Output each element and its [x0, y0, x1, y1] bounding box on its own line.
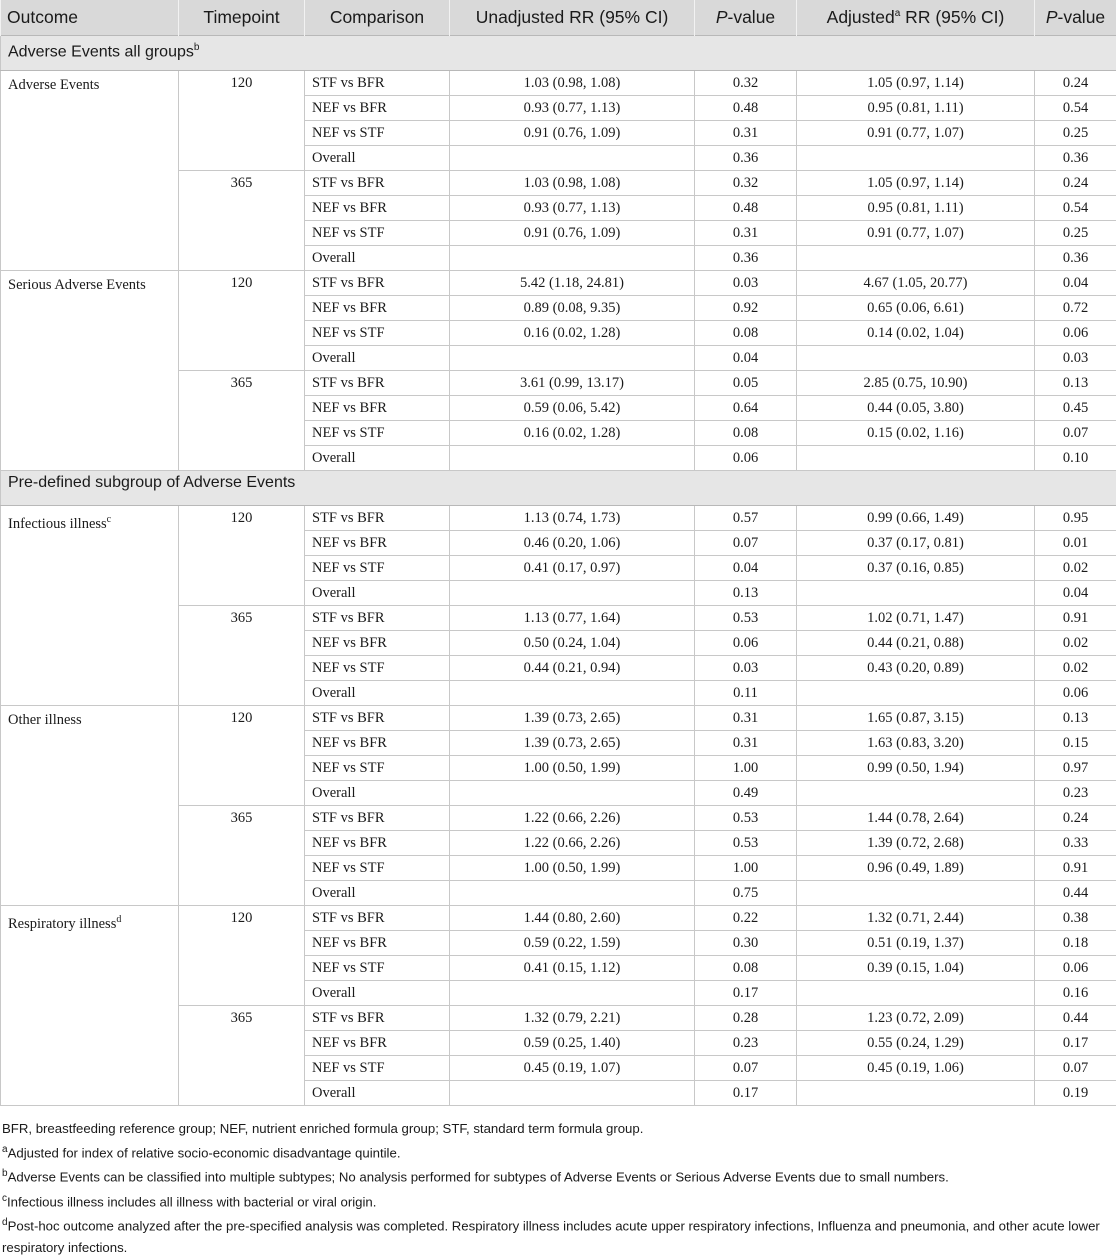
header-unadjusted-rr: Unadjusted RR (95% CI): [450, 0, 695, 36]
header-row: [1, 0, 1116, 36]
unadjusted-rr-cell: 0.41 (0.17, 0.97): [450, 556, 695, 581]
pvalue-cell: 0.57: [695, 506, 797, 531]
adjusted-rr-cell: 0.95 (0.81, 1.11): [797, 96, 1035, 121]
timepoint-cell: 365: [179, 1006, 305, 1106]
comparison-cell: NEF vs STF: [305, 956, 450, 981]
header-adjusted-rr: [797, 0, 1035, 36]
unadjusted-rr-cell: 1.13 (0.74, 1.73): [450, 506, 695, 531]
unadjusted-rr-cell: 1.44 (0.80, 2.60): [450, 906, 695, 931]
adjusted-rr-cell: 0.43 (0.20, 0.89): [797, 656, 1035, 681]
comparison-cell: Overall: [305, 781, 450, 806]
adjusted-pvalue-cell: 0.44: [1035, 881, 1116, 906]
adjusted-pvalue-cell: 0.16: [1035, 981, 1116, 1006]
adjusted-pvalue-cell: 0.95: [1035, 506, 1116, 531]
unadjusted-rr-cell: [450, 581, 695, 606]
unadjusted-rr-cell: [450, 246, 695, 271]
pvalue-cell: 0.53: [695, 606, 797, 631]
unadjusted-rr-cell: 0.89 (0.08, 9.35): [450, 296, 695, 321]
footnote-marker: d: [2, 1217, 8, 1228]
adjusted-pvalue-cell: 0.07: [1035, 421, 1116, 446]
adjusted-rr-cell: [797, 246, 1035, 271]
adjusted-rr-cell: 0.45 (0.19, 1.06): [797, 1056, 1035, 1081]
header-pvalue-italic: P: [716, 7, 728, 27]
section-row: [1, 471, 1116, 506]
comparison-cell: Overall: [305, 681, 450, 706]
pvalue-cell: 0.03: [695, 271, 797, 296]
timepoint-cell: 120: [179, 506, 305, 606]
pvalue-cell: 0.32: [695, 171, 797, 196]
pvalue-cell: 0.11: [695, 681, 797, 706]
comparison-cell: NEF vs STF: [305, 121, 450, 146]
comparison-cell: STF vs BFR: [305, 806, 450, 831]
pvalue-cell: 0.31: [695, 731, 797, 756]
unadjusted-rr-cell: [450, 681, 695, 706]
footnote-text: Post-hoc outcome analyzed after the pre-specified analysis was completed. Respiratory illness includes acute upper respiratory infections, Influenza and pneumonia, and other acute lower respiratory infections.: [2, 1219, 1100, 1255]
comparison-cell: STF vs BFR: [305, 606, 450, 631]
timepoint-cell: 365: [179, 806, 305, 906]
unadjusted-rr-cell: [450, 446, 695, 471]
adjusted-rr-cell: 1.23 (0.72, 2.09): [797, 1006, 1035, 1031]
adjusted-pvalue-cell: 0.24: [1035, 806, 1116, 831]
adjusted-pvalue-cell: 0.10: [1035, 446, 1116, 471]
pvalue-cell: 0.17: [695, 1081, 797, 1106]
adjusted-rr-cell: 1.05 (0.97, 1.14): [797, 171, 1035, 196]
comparison-cell: NEF vs STF: [305, 756, 450, 781]
comparison-cell: STF vs BFR: [305, 506, 450, 531]
adjusted-pvalue-cell: 0.72: [1035, 296, 1116, 321]
pvalue-cell: 0.04: [695, 556, 797, 581]
header-adjusted-sup: a: [895, 8, 901, 19]
unadjusted-rr-cell: 0.93 (0.77, 1.13): [450, 96, 695, 121]
table-row: [1, 271, 1116, 296]
header-comparison: Comparison: [305, 0, 450, 36]
outcome-name: Serious Adverse Events: [8, 277, 146, 293]
adjusted-pvalue-cell: 0.17: [1035, 1031, 1116, 1056]
outcome-name: Other illness: [8, 712, 82, 728]
timepoint-cell: 120: [179, 71, 305, 171]
footnote-marker: a: [2, 1144, 8, 1155]
adjusted-pvalue-cell: 0.91: [1035, 856, 1116, 881]
adjusted-rr-cell: 0.99 (0.50, 1.94): [797, 756, 1035, 781]
section-title-text: Pre-defined subgroup of Adverse Events: [8, 474, 295, 491]
table-row: [1, 706, 1116, 731]
adjusted-pvalue-cell: 0.01: [1035, 531, 1116, 556]
adjusted-pvalue-cell: 0.25: [1035, 221, 1116, 246]
table-row: [1, 906, 1116, 931]
pvalue-cell: 0.07: [695, 531, 797, 556]
adjusted-pvalue-cell: 0.07: [1035, 1056, 1116, 1081]
comparison-cell: STF vs BFR: [305, 371, 450, 396]
pvalue-cell: 0.08: [695, 956, 797, 981]
footnote-marker: b: [2, 1168, 8, 1179]
adjusted-rr-cell: 0.95 (0.81, 1.11): [797, 196, 1035, 221]
adjusted-rr-cell: [797, 1081, 1035, 1106]
pvalue-cell: 0.05: [695, 371, 797, 396]
comparison-cell: NEF vs BFR: [305, 831, 450, 856]
pvalue-cell: 0.36: [695, 246, 797, 271]
header-adjusted-post: RR (95% CI): [900, 7, 1004, 27]
unadjusted-rr-cell: 0.59 (0.06, 5.42): [450, 396, 695, 421]
unadjusted-rr-cell: 0.59 (0.22, 1.59): [450, 931, 695, 956]
unadjusted-rr-cell: [450, 146, 695, 171]
header-pvalue2-italic: P: [1046, 7, 1058, 27]
comparison-cell: Overall: [305, 1081, 450, 1106]
table-body: [1, 36, 1116, 1106]
adjusted-rr-cell: 0.37 (0.17, 0.81): [797, 531, 1035, 556]
pvalue-cell: 1.00: [695, 856, 797, 881]
comparison-cell: Overall: [305, 346, 450, 371]
pvalue-cell: 0.22: [695, 906, 797, 931]
adjusted-pvalue-cell: 0.54: [1035, 96, 1116, 121]
adjusted-rr-cell: 0.44 (0.05, 3.80): [797, 396, 1035, 421]
section-title-text: Adverse Events all groups: [8, 43, 194, 60]
comparison-cell: NEF vs STF: [305, 421, 450, 446]
outcome-sup: d: [116, 914, 121, 925]
pvalue-cell: 0.17: [695, 981, 797, 1006]
pvalue-cell: 0.13: [695, 581, 797, 606]
adjusted-pvalue-cell: 0.02: [1035, 656, 1116, 681]
adjusted-pvalue-cell: 0.06: [1035, 956, 1116, 981]
adjusted-pvalue-cell: 0.24: [1035, 71, 1116, 96]
adjusted-pvalue-cell: 0.23: [1035, 781, 1116, 806]
adjusted-rr-cell: [797, 881, 1035, 906]
pvalue-cell: 0.08: [695, 321, 797, 346]
unadjusted-rr-cell: 0.91 (0.76, 1.09): [450, 221, 695, 246]
comparison-cell: NEF vs BFR: [305, 396, 450, 421]
comparison-cell: Overall: [305, 446, 450, 471]
table-row: [1, 506, 1116, 531]
adjusted-rr-cell: [797, 981, 1035, 1006]
timepoint-cell: 120: [179, 271, 305, 371]
unadjusted-rr-cell: 0.46 (0.20, 1.06): [450, 531, 695, 556]
comparison-cell: Overall: [305, 581, 450, 606]
timepoint-cell: 365: [179, 371, 305, 471]
adjusted-rr-cell: 0.96 (0.49, 1.89): [797, 856, 1035, 881]
adjusted-pvalue-cell: 0.24: [1035, 171, 1116, 196]
adjusted-rr-cell: 0.91 (0.77, 1.07): [797, 121, 1035, 146]
comparison-cell: STF vs BFR: [305, 706, 450, 731]
adjusted-pvalue-cell: 0.54: [1035, 196, 1116, 221]
pvalue-cell: 0.23: [695, 1031, 797, 1056]
comparison-cell: Overall: [305, 246, 450, 271]
pvalue-cell: 0.92: [695, 296, 797, 321]
adjusted-rr-cell: [797, 581, 1035, 606]
outcome-name: Respiratory illness: [8, 916, 116, 932]
comparison-cell: STF vs BFR: [305, 906, 450, 931]
adjusted-rr-cell: 2.85 (0.75, 10.90): [797, 371, 1035, 396]
timepoint-cell: 120: [179, 706, 305, 806]
footnote-text: Adverse Events can be classified into multiple subtypes; No analysis performed for subtypes of Adverse Events or Serious Adverse Events due to small numbers.: [8, 1170, 949, 1185]
footnote-marker: c: [2, 1193, 7, 1204]
adjusted-rr-cell: 0.55 (0.24, 1.29): [797, 1031, 1035, 1056]
adjusted-rr-cell: 1.63 (0.83, 3.20): [797, 731, 1035, 756]
header-pvalue-rest: -value: [728, 7, 776, 27]
pvalue-cell: 0.31: [695, 221, 797, 246]
header-pvalue: [695, 0, 797, 36]
comparison-cell: NEF vs BFR: [305, 296, 450, 321]
adjusted-pvalue-cell: 0.33: [1035, 831, 1116, 856]
comparison-cell: NEF vs BFR: [305, 196, 450, 221]
unadjusted-rr-cell: 0.91 (0.76, 1.09): [450, 121, 695, 146]
footnote: [2, 1212, 1114, 1257]
unadjusted-rr-cell: 0.41 (0.15, 1.12): [450, 956, 695, 981]
unadjusted-rr-cell: 1.13 (0.77, 1.64): [450, 606, 695, 631]
adjusted-pvalue-cell: 0.03: [1035, 346, 1116, 371]
adjusted-pvalue-cell: 0.91: [1035, 606, 1116, 631]
section-title: [1, 36, 1116, 71]
adjusted-rr-cell: 0.37 (0.16, 0.85): [797, 556, 1035, 581]
adjusted-rr-cell: [797, 681, 1035, 706]
adjusted-pvalue-cell: 0.06: [1035, 321, 1116, 346]
comparison-cell: NEF vs STF: [305, 321, 450, 346]
unadjusted-rr-cell: 5.42 (1.18, 24.81): [450, 271, 695, 296]
footnote: [2, 1118, 1114, 1139]
comparison-cell: STF vs BFR: [305, 71, 450, 96]
section-title: [1, 471, 1116, 506]
comparison-cell: NEF vs BFR: [305, 731, 450, 756]
outcome-name: Infectious illness: [8, 516, 107, 532]
comparison-cell: NEF vs STF: [305, 656, 450, 681]
comparison-cell: NEF vs STF: [305, 1056, 450, 1081]
header-outcome: Outcome: [1, 0, 179, 36]
adjusted-pvalue-cell: 0.02: [1035, 556, 1116, 581]
unadjusted-rr-cell: 1.22 (0.66, 2.26): [450, 806, 695, 831]
unadjusted-rr-cell: [450, 981, 695, 1006]
pvalue-cell: 0.28: [695, 1006, 797, 1031]
outcome-cell: [1, 271, 179, 471]
adjusted-pvalue-cell: 0.97: [1035, 756, 1116, 781]
adjusted-pvalue-cell: 0.15: [1035, 731, 1116, 756]
adjusted-pvalue-cell: 0.36: [1035, 146, 1116, 171]
pvalue-cell: 0.36: [695, 146, 797, 171]
adjusted-rr-cell: 0.44 (0.21, 0.88): [797, 631, 1035, 656]
adjusted-pvalue-cell: 0.45: [1035, 396, 1116, 421]
header-adjusted-pre: Adjusted: [827, 7, 895, 27]
timepoint-cell: 120: [179, 906, 305, 1006]
adjusted-rr-cell: 1.44 (0.78, 2.64): [797, 806, 1035, 831]
outcome-cell: [1, 71, 179, 271]
timepoint-cell: 365: [179, 171, 305, 271]
pvalue-cell: 0.31: [695, 121, 797, 146]
unadjusted-rr-cell: 0.45 (0.19, 1.07): [450, 1056, 695, 1081]
adjusted-pvalue-cell: 0.04: [1035, 581, 1116, 606]
adjusted-rr-cell: 0.15 (0.02, 1.16): [797, 421, 1035, 446]
comparison-cell: NEF vs STF: [305, 221, 450, 246]
adjusted-pvalue-cell: 0.13: [1035, 371, 1116, 396]
comparison-cell: NEF vs STF: [305, 556, 450, 581]
pvalue-cell: 0.06: [695, 631, 797, 656]
footnote: [2, 1139, 1114, 1163]
unadjusted-rr-cell: [450, 881, 695, 906]
footnote-text: BFR, breastfeeding reference group; NEF, nutrient enriched formula group; STF, standard term formula group.: [2, 1121, 643, 1136]
comparison-cell: NEF vs BFR: [305, 531, 450, 556]
pvalue-cell: 0.06: [695, 446, 797, 471]
unadjusted-rr-cell: 1.32 (0.79, 2.21): [450, 1006, 695, 1031]
adjusted-pvalue-cell: 0.19: [1035, 1081, 1116, 1106]
comparison-cell: Overall: [305, 146, 450, 171]
comparison-cell: NEF vs STF: [305, 856, 450, 881]
comparison-cell: Overall: [305, 881, 450, 906]
adjusted-pvalue-cell: 0.38: [1035, 906, 1116, 931]
pvalue-cell: 0.04: [695, 346, 797, 371]
pvalue-cell: 0.49: [695, 781, 797, 806]
unadjusted-rr-cell: [450, 781, 695, 806]
comparison-cell: NEF vs BFR: [305, 96, 450, 121]
pvalue-cell: 0.48: [695, 196, 797, 221]
header-adjusted-pvalue: [1035, 0, 1116, 36]
unadjusted-rr-cell: 1.22 (0.66, 2.26): [450, 831, 695, 856]
adjusted-rr-cell: 1.39 (0.72, 2.68): [797, 831, 1035, 856]
unadjusted-rr-cell: [450, 346, 695, 371]
adjusted-rr-cell: 4.67 (1.05, 20.77): [797, 271, 1035, 296]
unadjusted-rr-cell: 0.44 (0.21, 0.94): [450, 656, 695, 681]
unadjusted-rr-cell: 3.61 (0.99, 13.17): [450, 371, 695, 396]
unadjusted-rr-cell: 1.00 (0.50, 1.99): [450, 756, 695, 781]
adjusted-pvalue-cell: 0.06: [1035, 681, 1116, 706]
adjusted-rr-cell: [797, 781, 1035, 806]
footnotes: [0, 1106, 1116, 1258]
pvalue-cell: 0.03: [695, 656, 797, 681]
adjusted-rr-cell: 0.39 (0.15, 1.04): [797, 956, 1035, 981]
pvalue-cell: 0.75: [695, 881, 797, 906]
outcome-cell: [1, 906, 179, 1106]
outcome-cell: [1, 706, 179, 906]
comparison-cell: NEF vs BFR: [305, 631, 450, 656]
adjusted-pvalue-cell: 0.13: [1035, 706, 1116, 731]
comparison-cell: STF vs BFR: [305, 271, 450, 296]
unadjusted-rr-cell: 1.03 (0.98, 1.08): [450, 171, 695, 196]
adjusted-pvalue-cell: 0.25: [1035, 121, 1116, 146]
pvalue-cell: 0.31: [695, 706, 797, 731]
unadjusted-rr-cell: 1.39 (0.73, 2.65): [450, 706, 695, 731]
outcome-name: Adverse Events: [8, 77, 99, 93]
timepoint-cell: 365: [179, 606, 305, 706]
pvalue-cell: 0.53: [695, 831, 797, 856]
header-timepoint: Timepoint: [179, 0, 305, 36]
unadjusted-rr-cell: [450, 1081, 695, 1106]
footnote-text: Adjusted for index of relative socio-economic disadvantage quintile.: [8, 1145, 401, 1160]
unadjusted-rr-cell: 0.16 (0.02, 1.28): [450, 421, 695, 446]
unadjusted-rr-cell: 0.16 (0.02, 1.28): [450, 321, 695, 346]
unadjusted-rr-cell: 0.50 (0.24, 1.04): [450, 631, 695, 656]
comparison-cell: NEF vs BFR: [305, 931, 450, 956]
footnote: [2, 1163, 1114, 1187]
outcome-cell: [1, 506, 179, 706]
unadjusted-rr-cell: 1.39 (0.73, 2.65): [450, 731, 695, 756]
pvalue-cell: 0.07: [695, 1056, 797, 1081]
adjusted-pvalue-cell: 0.36: [1035, 246, 1116, 271]
adjusted-rr-cell: 1.05 (0.97, 1.14): [797, 71, 1035, 96]
adjusted-rr-cell: 0.99 (0.66, 1.49): [797, 506, 1035, 531]
adjusted-rr-cell: 0.91 (0.77, 1.07): [797, 221, 1035, 246]
adjusted-rr-cell: 1.32 (0.71, 2.44): [797, 906, 1035, 931]
outcome-sup: c: [107, 514, 111, 525]
pvalue-cell: 0.30: [695, 931, 797, 956]
pvalue-cell: 0.08: [695, 421, 797, 446]
unadjusted-rr-cell: 1.03 (0.98, 1.08): [450, 71, 695, 96]
pvalue-cell: 0.48: [695, 96, 797, 121]
comparison-cell: NEF vs BFR: [305, 1031, 450, 1056]
pvalue-cell: 0.53: [695, 806, 797, 831]
adjusted-rr-cell: 1.02 (0.71, 1.47): [797, 606, 1035, 631]
comparison-cell: Overall: [305, 981, 450, 1006]
pvalue-cell: 0.64: [695, 396, 797, 421]
unadjusted-rr-cell: 1.00 (0.50, 1.99): [450, 856, 695, 881]
adjusted-rr-cell: 1.65 (0.87, 3.15): [797, 706, 1035, 731]
adjusted-rr-cell: 0.51 (0.19, 1.37): [797, 931, 1035, 956]
footnote-text: Infectious illness includes all illness with bacterial or viral origin.: [7, 1194, 376, 1209]
table-row: [1, 71, 1116, 96]
section-row: [1, 36, 1116, 71]
section-title-sup: b: [194, 42, 200, 53]
unadjusted-rr-cell: 0.93 (0.77, 1.13): [450, 196, 695, 221]
adjusted-rr-cell: 0.65 (0.06, 6.61): [797, 296, 1035, 321]
unadjusted-rr-cell: 0.59 (0.25, 1.40): [450, 1031, 695, 1056]
adjusted-rr-cell: [797, 446, 1035, 471]
adjusted-rr-cell: 0.14 (0.02, 1.04): [797, 321, 1035, 346]
adjusted-pvalue-cell: 0.44: [1035, 1006, 1116, 1031]
header-pvalue2-rest: -value: [1058, 7, 1106, 27]
pvalue-cell: 0.32: [695, 71, 797, 96]
adjusted-rr-cell: [797, 146, 1035, 171]
adjusted-pvalue-cell: 0.18: [1035, 931, 1116, 956]
adjusted-pvalue-cell: 0.02: [1035, 631, 1116, 656]
adjusted-pvalue-cell: 0.04: [1035, 271, 1116, 296]
comparison-cell: STF vs BFR: [305, 1006, 450, 1031]
pvalue-cell: 1.00: [695, 756, 797, 781]
footnote: [2, 1188, 1114, 1212]
comparison-cell: STF vs BFR: [305, 171, 450, 196]
adjusted-rr-cell: [797, 346, 1035, 371]
